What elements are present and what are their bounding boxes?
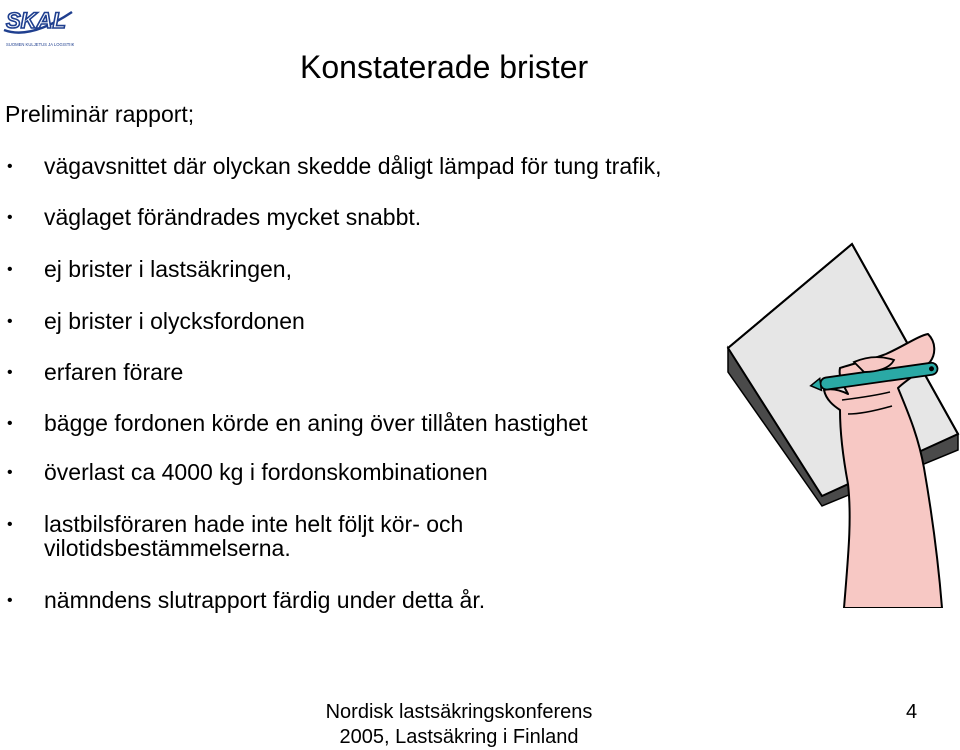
list-item-text: väglaget förändrades mycket snabbt. [44,204,422,230]
bullet-icon: • [7,209,13,226]
skal-logo [2,2,74,50]
bullet-icon: • [7,261,13,278]
hand-writing-on-notepad-icon [722,238,960,608]
list-item-text: lastbilsföraren hade inte helt följt kör- och [44,511,464,537]
bullet-icon: • [7,158,13,175]
list-item-text: vägavsnittet där olyckan skedde dåligt lämpad för tung trafik, [44,153,662,179]
page-number: 4 [906,701,918,723]
list-item-text: ej brister i lastsäkringen, [44,256,292,282]
bullet-icon: • [7,364,13,381]
bullet-icon: • [7,313,13,330]
bullet-icon: • [7,464,13,481]
bullet-icon: • [7,415,13,432]
list-item-text: nämndens slutrapport färdig under detta år. [44,587,486,613]
slide-subtitle: Preliminär rapport; [5,101,195,127]
bullet-icon: • [7,592,13,609]
list-item-text: erfaren förare [44,359,184,385]
list-item-text: ej brister i olycksfordonen [44,308,305,334]
footer-line-2: 2005, Lastsäkring i Finland [339,726,579,748]
list-item-text: bägge fordonen körde en aning över tillåten hastighet [44,410,588,436]
slide-footer [300,700,618,750]
svg-text:SUOMEN KULJETUS JA LOGISTIIKKA: SUOMEN KULJETUS JA LOGISTIIKKA [6,42,74,47]
svg-text:SKAL: SKAL [6,8,66,33]
bullet-icon: • [7,516,13,533]
list-item-text-continued: vilotidsbestämmelserna. [44,535,291,561]
footer-line-1: Nordisk lastsäkringskonferens [325,701,593,723]
slide-title: Konstaterade brister [300,49,589,85]
list-item-text: överlast ca 4000 kg i fordonskombinationen [44,459,488,485]
